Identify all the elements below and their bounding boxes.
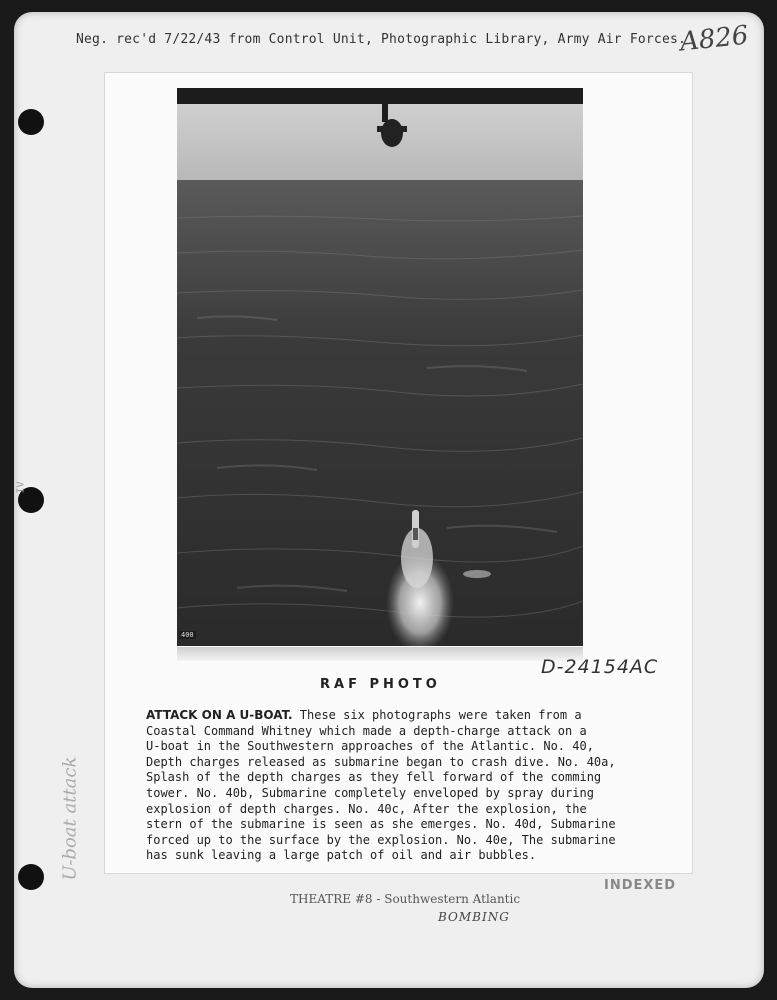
sea-image (177, 88, 583, 646)
caption-line: Coastal Command Whitney which made a depth-charge attack on a (146, 723, 587, 738)
theatre-label: THEATRE #8 - Southwestern Atlantic (290, 892, 521, 906)
caption-line: U-boat in the Southwestern approaches of the Atlantic. No. 40, (146, 739, 594, 754)
caption-text: These six photographs were taken from a (292, 708, 582, 722)
caption-headline: ATTACK ON A U-BOAT. (146, 708, 293, 722)
caption-line: Depth charges released as submarine began to crash dive. No. 40a, (146, 754, 616, 769)
caption-line: explosion of depth charges. No. 40c, After the explosion, the (146, 801, 587, 816)
caption-line: forced up to the surface by the explosion. No. 40e, The submarine (146, 832, 616, 847)
indexed-stamp: INDEXED (604, 878, 677, 893)
aerial-photograph (177, 88, 583, 646)
photo-border (177, 647, 583, 661)
binder-hole (18, 109, 44, 135)
margin-tick: IV (15, 481, 27, 494)
corner-code: A826 (678, 20, 750, 58)
binder-hole (18, 864, 44, 890)
photo-caption (146, 708, 666, 864)
negative-received-note: Neg. rec'd 7/22/43 from Control Unit, Photographic Library, Army Air Forces. (76, 32, 687, 47)
caption-line (146, 708, 666, 724)
category-note: BOMBING (438, 910, 510, 924)
photo-id: D-24154AC (541, 656, 659, 678)
photo-credit: RAF PHOTO (320, 677, 441, 692)
margin-handwritten-note: U-boat attack (59, 756, 81, 881)
caption-line: tower. No. 40b, Submarine completely enveloped by spray during (146, 785, 594, 800)
caption-line: Splash of the depth charges as they fell forward of the comming (146, 770, 602, 785)
frame-number: 400 (181, 631, 194, 639)
caption-line: has sunk leaving a large patch of oil and air bubbles. (146, 848, 537, 863)
caption-line: stern of the submarine is seen as she emerges. No. 40d, Submarine (146, 817, 616, 832)
